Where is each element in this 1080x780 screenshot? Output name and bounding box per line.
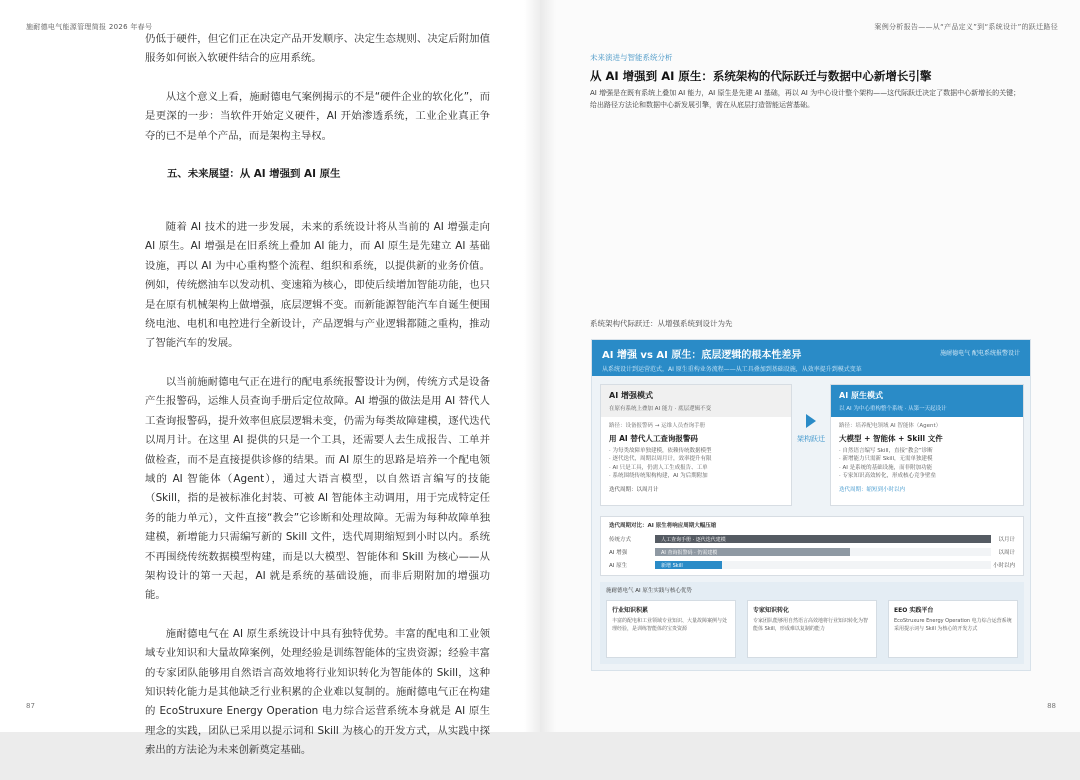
bar-value: 以月计 [998,537,1015,543]
bar-row [609,534,1015,545]
left-page-number: 87 [26,702,35,710]
case-card [747,600,877,658]
left-body-text [145,30,490,780]
ai-native-intro: 路径：培养配电领域 AI 智能体（Agent） [839,423,942,429]
transition-arrow [797,414,825,444]
bar-track [655,535,991,543]
right-kicker: 未来演进与智能系统分析 [590,53,673,62]
paragraph-3: 随着 AI 技术的进一步发展，未来的系统设计将从当前的 AI 增强走向 AI 原生。AI 增强是在旧系统上叠加 AI 能力，而 AI 原生是先建立 AI 基础设施，再以 AI 为中心重构整个流程、组织和系统，以提供新的业务价值。例如，传统燃油车以发动机、变速箱为核心，即使后续增加智能功能，也只是在原有机械架构上做增强，底层逻辑不变。而新能源智能汽车自诞生便围绕电池、电机和电控进行全新设计，产品逻辑与产业逻辑都随之重构，推动了智能汽车的发展。 [145,221,490,350]
bar-inner-text: 人工查询手册 · 逐代迭代建模 [661,537,726,543]
section-heading: 五、未来展望：从 AI 增强到 AI 原生 [167,168,341,181]
case-title: EEO 实践平台 [894,607,934,614]
left-page [0,0,540,757]
bars-title: 迭代周期对比：AI 原生将响应周期大幅压缩 [609,523,717,529]
ai-enhanced-subtitle: 在原有系统上叠加 AI 能力 · 底层逻辑不变 [609,406,712,412]
left-running-head: 施耐德电气能源管理简报 2026 年春号 [26,23,153,31]
ai-enhanced-title: AI 增强模式 [609,391,653,400]
infographic-subtitle: 从系统设计到运营范式，AI 原生重构业务流程——从工具叠加到基础设施，从效率提升到模式变革 [602,366,862,373]
paragraph-4: 以当前施耐德电气正在进行的配电系统报警设计为例，传统方式是设备产生报警码，运维人员查询手册后定位故障。AI 增强的做法是用 AI 替代人工查询报警码，提升效率但底层逻辑未变，仍需为每类故障建模，逐代迭代以周月计。在这里 AI 提供的只是一个工具，还需要人去生成报告、工单并做检查，而不是直接提供诊修的结果。而 AI 原生的思路是培养一个配电领域的 AI 智能体（Agent），通过大语言模型，以自然语言编写的技能（Skill，指的是被标准化封装、可被 AI 智能体主动调用，用于完成特定任务的能力单元），文件直接“教会”它诊断和处理故障。无需为每种故障单独建模，新增能力只需编写新的 Skill 文件，迭代周期缩短到小时以内。系统不再围绕传统数据模型构建，而是以大模型、智能体和 Skill 为核心——从架构设计的第一天起，AI 就是系统的基础设施，而非后期附加的增强功能。 [145,375,490,602]
bar-value: 以周计 [998,550,1015,556]
ai-native-panel [830,384,1024,506]
ai-enhanced-panel [600,384,792,506]
ai-native-bullet: · 自然语言编写 Skill，直接“教会”诊断 [839,448,933,454]
bar-value: 小时以内 [992,563,1015,569]
ai-native-bullet: · AI 是系统的基础设施，而非附加功能 [839,464,933,471]
right-page-subtitle: AI 增强是在既有系统上叠加 AI 能力，AI 原生是先建 AI 基础，再以 AI 为中心设计整个架构——这代际跃迁决定了数据中心新增长的关键；给出路径方法论和数据中心新发展引擎，需在从底层打造智能运营基础。 [590,89,1021,109]
ai-native-bullet: · 新增能力只需新 Skill，无需单独建模 [839,456,933,463]
case-card [888,600,1018,658]
right-page-number: 88 [1047,702,1056,710]
case-desc: 专家团队能够用自然语言高效地将行业知识转化为智能体 Skill，形成难以复制的能力 [753,618,869,632]
cases-title: 施耐德电气 AI 原生实践与核心优势 [606,588,692,594]
bar-fill [655,535,991,543]
right-running-head: 案例分析报告——从“产品定义”到“系统设计”的跃迁路径 [874,23,1058,31]
bar-fill [655,561,722,569]
paragraph-5: 施耐德电气在 AI 原生系统设计中具有独特优势。丰富的配电和工业领域专业知识和大量故障案例，处理经验是训练智能体的宝贵资源；经验丰富的专家团队能够用自然语言高效地将行业知识转化为智能体的 Skill，这种知识转化能力是其他缺乏行业积累的企业难以复制的。施耐德电气正在构建的 EcoStruxure Energy Operation 电力综合运营系统本身就是 AI 原生理念的实践，团队已采用以提示词和 Skill 为核心的开发方式，从实践中探索出的方法论为未来创新奠定基础。 [145,627,490,757]
ai-native-subtitle: 以 AI 为中心重构整个系统 · 从第一天起设计 [839,406,947,412]
ai-enhanced-bullet: · 为每类故障单独建模，依赖传统数据模型 [609,448,712,454]
ai-enhanced-bullet: · AI 只是工具，仍需人工生成报告、工单 [609,464,708,471]
bar-row [609,547,1015,558]
infographic-title: AI 增强 vs AI 原生：底层逻辑的根本性差异 [602,350,802,361]
transition-label: 架构跃迁 [797,435,825,443]
infographic [591,339,1031,671]
ai-native-headline: 大模型 + 智能体 + Skill 文件 [839,434,943,443]
paragraph-1: 仍低于硬件，但它们正在决定产品开发顺序、决定生态规则、决定后附加值服务如何嵌入软硬件结合的应用系统。 [145,33,490,65]
ai-native-footer: 迭代周期：缩短到小时以内 [839,486,906,493]
book-gutter [524,0,556,732]
case-title: 专家知识转化 [753,607,790,614]
bar-label: 传统方式 [609,537,632,543]
figure-caption: 系统架构代际跃迁：从增强系统到设计为先 [590,319,733,328]
bar-inner-text: AI 查询报警码 · 仍需建模 [661,550,718,556]
bar-track [655,548,991,556]
case-card [606,600,736,658]
infographic-header [592,340,1030,376]
ai-enhanced-footer: 迭代周期：以周月计 [609,486,659,493]
comparison-section [600,384,1024,510]
ai-enhanced-bullet: · 逐代迭代，周期以周月计，效率提升有限 [609,456,712,463]
ai-native-bullet: · 专家知识高效转化，形成核心竞争壁垒 [839,473,936,480]
arrow-right-icon [806,414,816,428]
case-desc: 丰富的配电和工业领域专业知识、大量故障案例与处理经验，是训练智能体的宝贵资源 [612,618,728,632]
infographic-tag: 施耐德电气 配电系统报警设计 [940,350,1020,357]
ai-native-title: AI 原生模式 [839,391,883,400]
bar-inner-text: 新增 Skill [661,563,683,569]
case-desc: EcoStruxure Energy Operation 电力综合运营系统采用提示词与 Skill 为核心的开发方式 [894,618,1012,632]
ai-enhanced-bullet: · 系统围绕传统架构构建，AI 为后期附加 [609,473,708,480]
ai-enhanced-headline: 用 AI 替代人工查询报警码 [609,434,698,443]
bar-row [609,560,1015,571]
case-title: 行业知识积累 [612,607,649,614]
practice-cases [600,582,1024,664]
right-page-title: 从 AI 增强到 AI 原生：系统架构的代际跃迁与数据中心新增长引擎 [590,69,932,83]
paragraph-2: 从这个意义上看，施耐德电气案例揭示的不是“硬件企业的软化化”，而是更深的一步：当软件开始定义硬件，AI 开始渗透系统，工业企业真正争夺的已不是单个产品，而是架构主导权。 [145,90,490,142]
bar-track [655,561,991,569]
iteration-cycle-bars [600,516,1024,576]
bar-fill [655,548,850,556]
bar-label: AI 增强 [609,550,628,556]
bar-label: AI 原生 [609,563,628,569]
ai-enhanced-intro: 路径：设备报警码 → 运维人员查询手册 [609,423,706,429]
